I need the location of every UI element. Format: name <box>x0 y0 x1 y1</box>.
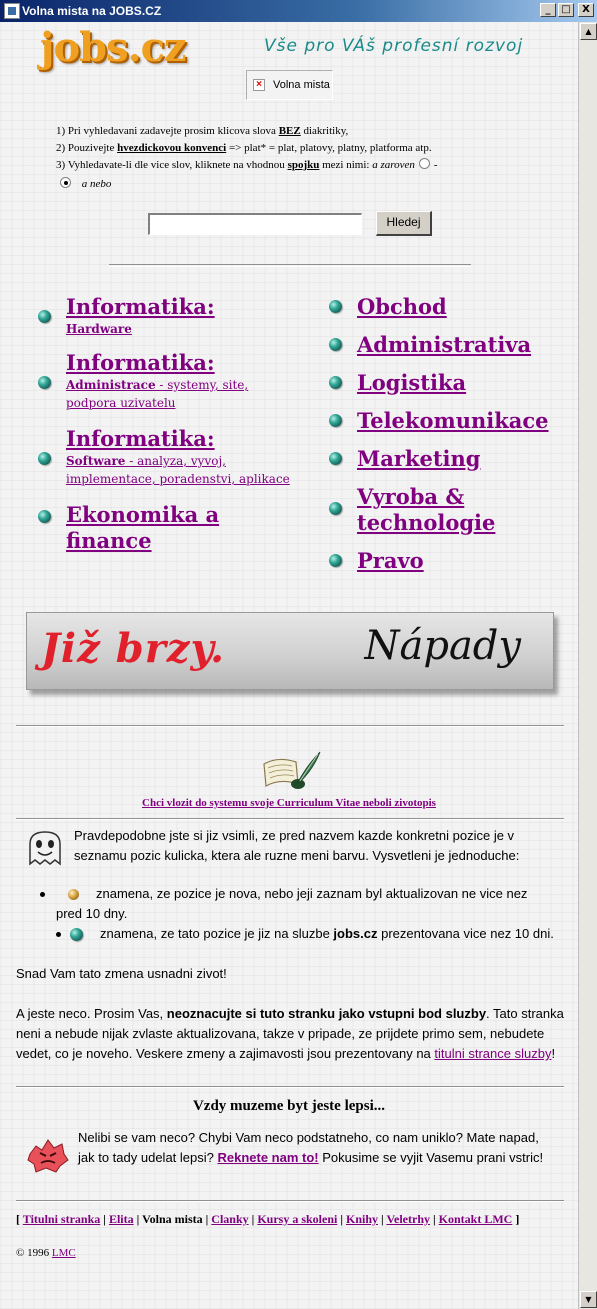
cv-upload-link[interactable]: Chci vlozit do systemu svoje Curriculum Vitae neboli zivotopis <box>142 797 436 809</box>
category-informatika-hardware[interactable] <box>66 294 296 338</box>
nav-elita[interactable]: Elita <box>108 1212 134 1226</box>
category-administrativa[interactable]: Administrativa <box>357 332 532 357</box>
nav-titulni-stranka[interactable]: Titulni stranka <box>22 1212 101 1226</box>
radio-or[interactable] <box>60 177 71 188</box>
category-telekomunikace[interactable]: Telekomunikace <box>357 408 549 433</box>
category-bullet <box>38 452 51 465</box>
nav-clanky[interactable]: Clanky <box>211 1212 249 1226</box>
list-bullet <box>40 892 45 897</box>
lmc-link[interactable]: LMC <box>51 1247 76 1259</box>
search-input[interactable] <box>148 213 362 235</box>
homepage-link[interactable]: titulni strance sluzby <box>434 1046 552 1061</box>
copyright: © 1996 LMC <box>16 1247 76 1259</box>
image-alt-text: Volna mista <box>273 79 330 91</box>
category-bullet <box>38 510 51 523</box>
list-bullet <box>56 932 61 937</box>
radio-and[interactable] <box>419 158 430 169</box>
cv-upload-link-wrap <box>0 797 578 809</box>
tip-2: 2) Pouzivejte hvezdickovou konvenci => plat* = plat, platovy, platny, platforma atp. <box>56 142 432 154</box>
feedback-heading: Vzdy muzeme byt jeste lepsi... <box>192 1098 386 1114</box>
scroll-down-arrow-icon[interactable]: ▼ <box>580 1291 597 1308</box>
category-title[interactable]: Ekonomika a finance <box>66 502 220 553</box>
divider <box>16 818 564 820</box>
page-viewport <box>0 22 578 1309</box>
category-marketing[interactable]: Marketing <box>357 446 481 471</box>
category-title[interactable]: Informatika: <box>66 350 215 375</box>
nav-kontakt[interactable]: Kontakt LMC <box>438 1212 513 1226</box>
category-informatika-administrace[interactable] <box>66 350 296 412</box>
category-informatika-software[interactable] <box>66 426 296 488</box>
legend-old: znamena, ze tato pozice je jiz na sluzbe jobs.cz prezentovana vice nez 10 dni. <box>100 926 554 941</box>
divider <box>16 725 564 727</box>
tip-3: 3) Vyhledavate-li dle vice slov, kliknete na vhodnou spojku mezi nimi: a zaroven - <box>56 159 438 171</box>
category-bullet <box>329 376 342 389</box>
category-bullet <box>329 338 342 351</box>
coming-soon-banner[interactable] <box>26 612 554 690</box>
divider <box>16 1086 564 1088</box>
category-bullet <box>38 310 51 323</box>
banner-ideas-text: Nápady <box>364 623 521 669</box>
slogan: Vše pro VÁš profesní rozvoj <box>264 36 524 56</box>
category-bullet <box>38 376 51 389</box>
scroll-quill-icon[interactable] <box>258 750 322 792</box>
angry-face-icon <box>26 1138 70 1174</box>
minimize-button[interactable]: _ <box>540 3 556 17</box>
category-vyroba[interactable]: Vyroba & technologie <box>357 484 496 535</box>
teal-ball-icon <box>70 928 83 941</box>
banner-coming-soon-text: Již brzy. <box>41 625 226 672</box>
footer-nav: [ Titulni stranka | Elita | Volna mista | Clanky | Kursy a skoleni | Knihy | Veletrhy | Kontakt LMC ] <box>16 1212 520 1226</box>
category-title[interactable]: Informatika: <box>66 426 215 451</box>
category-logistika[interactable]: Logistika <box>357 370 467 395</box>
category-subtitle[interactable]: Hardware <box>66 322 132 336</box>
legend-new: znamena, ze pozice je nova, nebo jeji zaznam byl aktualizovan ne vice nez pred 10 dny. <box>56 886 528 921</box>
category-subtitle[interactable]: Administrace - systemy, site, podpora uzivatelu <box>66 378 249 410</box>
category-bullet <box>329 414 342 427</box>
tip-1: 1) Pri vyhledavani zadavejte prosim klicova slova BEZ diakritiky, <box>56 125 349 137</box>
feedback-text: Nelibi se vam neco? Chybi Vam neco podstatneho, co nam uniklo? Mate napad, jak to tady udelat lepsi? Reknete nam to! Pokusime se vyjit Vasemu prani vstric! <box>78 1130 544 1165</box>
broken-image <box>246 70 333 100</box>
ghost-icon <box>24 830 66 866</box>
bullet-explanation: Pravdepodobne jste si jiz vsimli, ze pred nazvem kazde konkretni pozice je v seznamu pozic kulicka, ktera ale ruzne meni barvu. Vysvetleni je jednoduche: <box>74 828 520 863</box>
tip-3-or <box>56 176 526 193</box>
nav-knihy[interactable]: Knihy <box>345 1212 378 1226</box>
window-title: Volna mista na JOBS.CZ <box>22 4 162 18</box>
nav-volna-mista-current: Volna mista <box>142 1212 203 1226</box>
option-or-label: a nebo <box>81 178 112 190</box>
feedback-link[interactable]: Reknete nam to! <box>217 1150 319 1165</box>
search-button[interactable]: Hledej <box>376 211 432 236</box>
category-title[interactable]: Informatika: <box>66 294 215 319</box>
vertical-scrollbar[interactable] <box>578 22 597 1309</box>
search-tips <box>56 123 526 193</box>
category-pravo[interactable]: Pravo <box>357 548 424 573</box>
nav-kursy[interactable]: Kursy a skoleni <box>257 1212 338 1226</box>
browser-icon <box>4 3 20 19</box>
category-bullet <box>329 300 342 313</box>
jobs-logo[interactable]: jobs.cz <box>40 24 186 71</box>
category-ekonomika[interactable] <box>66 502 306 554</box>
divider <box>16 1200 564 1202</box>
close-button[interactable]: X <box>578 3 594 17</box>
broken-image-icon: × <box>253 79 265 91</box>
category-bullet <box>329 452 342 465</box>
window-titlebar[interactable] <box>0 0 597 22</box>
nav-veletrhy[interactable]: Veletrhy <box>386 1212 430 1226</box>
maximize-button[interactable]: □ <box>558 3 574 17</box>
option-and-label: a zaroven <box>372 159 415 171</box>
divider <box>109 264 471 267</box>
category-subtitle[interactable]: Software - analyza, vyvoj, implementace, poradenstvi, aplikace <box>66 454 290 486</box>
wish-text: Snad Vam tato zmena usnadni zivot! <box>16 966 227 981</box>
bookmark-note: A jeste neco. Prosim Vas, neoznacujte si tuto stranku jako vstupni bod sluzby. Tato stranka neni a nebude nijak zvlaste aktualizovana, takze v pripade, ze prijdete primo sem, nebudete vedet, co je noveho. Veskere zmeny a zajimavosti jsou prezentovany na titulni strance sluzby! <box>16 1006 564 1061</box>
scroll-up-arrow-icon[interactable]: ▲ <box>580 23 597 40</box>
category-bullet <box>329 502 342 515</box>
category-bullet <box>329 554 342 567</box>
category-obchod[interactable]: Obchod <box>357 294 447 319</box>
